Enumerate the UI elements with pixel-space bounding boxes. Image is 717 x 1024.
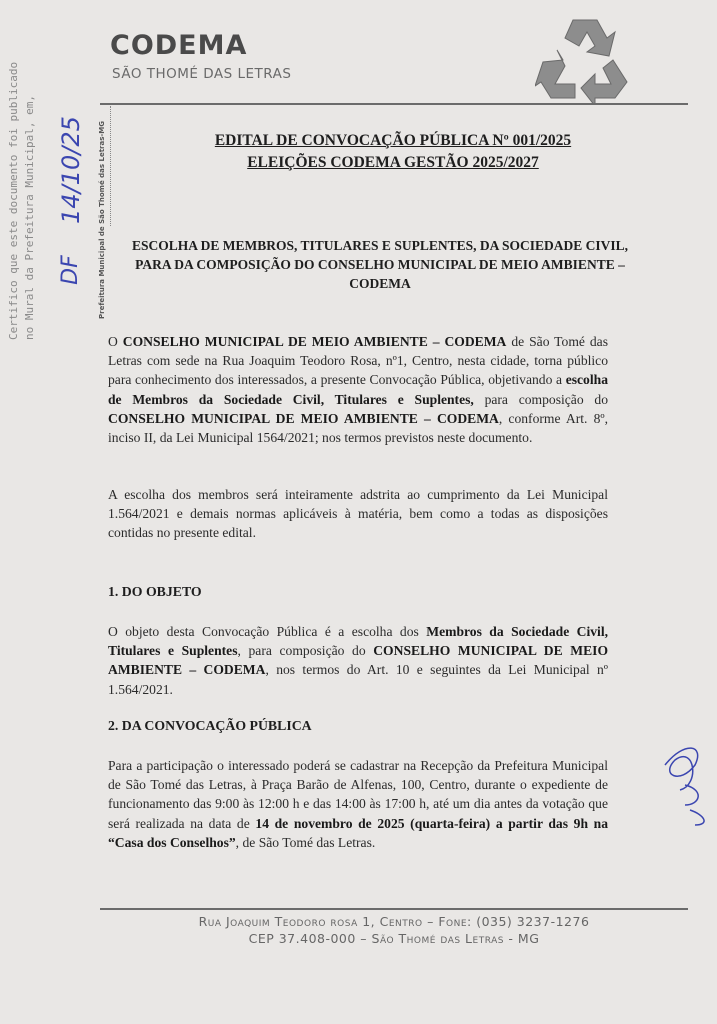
recycle-icon	[535, 12, 635, 104]
bold-text: CONSELHO MUNICIPAL DE MEIO AMBIENTE – CODEMA	[108, 410, 499, 426]
bold-text: 14 de novembro de 2025 (quarta-feira) a partir das 9h na “Casa dos Conselhos”	[108, 815, 608, 850]
text: , nos termos do Art. 10 e seguintes da Lei Municipal nº 1.564/2021.	[108, 662, 608, 697]
handwritten-initials: DF	[58, 255, 83, 285]
bold-text: CONSELHO MUNICIPAL DE MEIO AMBIENTE – CODEMA	[122, 334, 507, 349]
header-divider	[100, 103, 688, 105]
text: O	[108, 334, 123, 349]
document-title: EDITAL DE CONVOCAÇÃO PÚBLICA Nº 001/2025	[214, 132, 572, 149]
bold-text: escolha de Membros da Sociedade Civil, Titulares e Suplentes,	[108, 372, 608, 407]
document-subtitle: ELEIÇÕES CODEMA GESTÃO 2025/2027	[247, 154, 539, 171]
signature-mark	[655, 735, 715, 830]
text: O objeto desta Convocação Pública é a escolha dos	[108, 624, 427, 639]
footer-address: Rua Joaquim Teodoro rosa 1, Centro – Fone: (035) 3237-1276	[198, 914, 590, 929]
section-heading-convocacao: 2. DA CONVOCAÇÃO PÚBLICA	[108, 718, 312, 733]
text: Para a participação o interessado poderá se cadastrar na Recepção da Prefeitura Municipal de São Tomé das Letras, à Praça Barão de Alfenas, 100, Centro, durante o expediente de funcionamento das 9:00 às 12:00 h e das 14:00 às 17:00 h, até um dia antes da votação que será realizada na data de	[108, 758, 608, 831]
text: de São Tomé das Letras com sede na Rua Joaquim Teodoro Rosa, nº1, Centro, nesta cidade, torna público para conhecimento dos interessados, a presente Convocação Pública, objetivando a	[108, 334, 609, 388]
org-name: CODEMA	[110, 30, 248, 61]
text: , de São Tomé das Letras.	[235, 834, 376, 850]
bold-text: Membros da Sociedade Civil, Titulares e Suplentes	[108, 624, 609, 659]
text: , para composição do	[237, 643, 374, 659]
paragraph-convocacao	[108, 756, 608, 852]
paragraph-intro	[108, 332, 608, 447]
section-heading-objeto: 1. DO OBJETO	[108, 584, 202, 599]
text: para composição do	[473, 391, 608, 407]
bold-text: CONSELHO MUNICIPAL DE MEIO AMBIENTE – CODEMA	[108, 643, 609, 678]
handwritten-date: 14/10/25	[57, 116, 85, 224]
document-subject: ESCOLHA DE MEMBROS, TITULARES E SUPLENTES, DA SOCIEDADE CIVIL, PARA DA COMPOSIÇÃO DO CONSELHO MUNICIPAL DE MEIO AMBIENTE – CODEMA	[132, 238, 628, 291]
paragraph-objeto	[108, 622, 608, 699]
publication-certificate: Certifico que este documento foi publicado no Mural da Prefeitura Municipal, em,	[7, 61, 36, 340]
prefeitura-stamp: Prefeitura Municipal de São Thomé das Letras-MG	[98, 120, 106, 320]
org-city: SÃO THOMÉ DAS LETRAS	[112, 66, 292, 82]
paragraph-scope	[108, 485, 608, 543]
footer-divider	[100, 908, 688, 910]
footer-cep: CEP 37.408-000 – São Thomé das Letras - MG	[248, 931, 540, 946]
text: , conforme Art. 8º, inciso II, da Lei Municipal 1564/2021; nos termos previstos neste documento.	[108, 410, 608, 446]
text: A escolha dos membros será inteiramente adstrita ao cumprimento da Lei Municipal 1.564/2021 e demais normas aplicáveis à matéria, bem como a todas as disposições contidas no presente edital.	[108, 487, 608, 541]
